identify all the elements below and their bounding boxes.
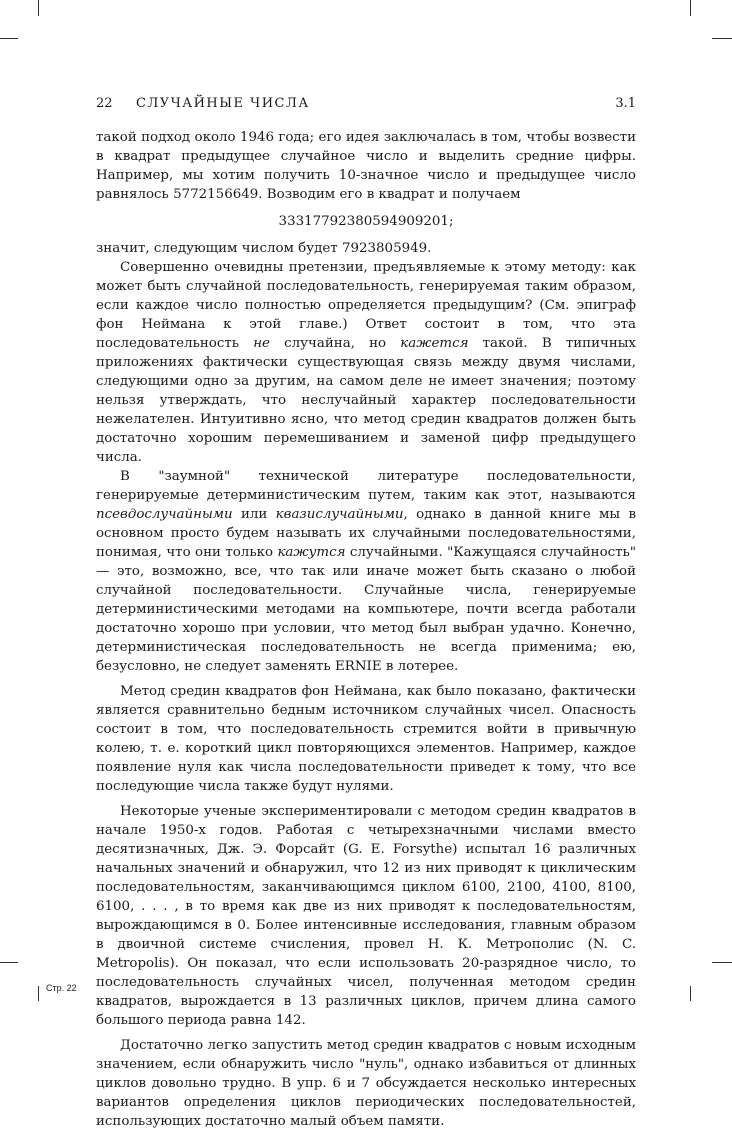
main-text: [96, 128, 636, 1131]
crop-mark-top-right-vertical: [690, 0, 691, 16]
crop-mark-top-right-horizontal: [712, 38, 732, 39]
page-number: 22: [96, 96, 113, 111]
crop-mark-top-left-horizontal: [0, 38, 18, 39]
paragraph-3: Совершенно очевидны претензии, предъявляемые к этому методу: как может быть случайной последовательность, генерируемая таким образом, если каждое число полностью определяется предыдущим? (См. эпиграф фон Неймана к этой главе.) Ответ состоит в том, что эта последовательность не случайна, но кажется такой. В типичных приложениях фактически существующая связь между двумя числами, следующими одно за другим, на самом деле не имеет значения; поэтому нельзя утверждать, что неслучайный характер последовательности нежелателен. Интуитивно ясно, что метод средин квадратов должен быть достаточно хорошим перемешиванием и заменой цифр предыдущего числа.: [96, 260, 636, 465]
paragraph-7: Достаточно легко запустить метод средин квадратов с новым исходным значением, если обнаружить число "нуль", однако избавиться от длинных циклов довольно трудно. В упр. 6 и 7 обсуждается несколько интересных вариантов определения циклов периодических последовательностей, использующих достаточно малый объем памяти.: [96, 1038, 636, 1129]
crop-mark-bottom-left-vertical: [38, 986, 39, 1001]
page-label: Стр. 22: [46, 983, 77, 993]
running-header: [96, 96, 636, 111]
crop-mark-top-left-vertical: [38, 0, 39, 16]
paragraph-5: Метод средин квадратов фон Неймана, как было показано, фактически является сравнительно бедным источником случайных чисел. Опасность состоит в том, что последовательность стремится войти в привычную колею, т. е. короткий цикл повторяющихся элементов. Например, каждое появление нуля как числа последовательности приведет к тому, что все последующие числа также будут нулями.: [96, 684, 636, 794]
crop-mark-bottom-right-horizontal: [712, 962, 732, 963]
paragraph-6: Некоторые ученые экспериментировали с методом средин квадратов в начале 1950-х годов. Работая с четырехзначными числами вместо десятизначных, Дж. Э. Форсайт (G. E. Forsythe) испытал 16 различных начальных значений и обнаружил, что 12 из них приводят к циклическим последовательностям, заканчивающимся циклом 6100, 2100, 4100, 8100, 6100, . . . , в то время как две из них приводят к последовательностям, вырождающимся в 0. Более интенсивные исследования, главным образом в двоичной системе счисления, провел Н. К. Метрополис (N. C. Metropolis). Он показал, что если использовать 20-разрядное число, то последовательность случайных чисел, полученная методом средин квадратов, вырождается в 13 различных циклов, причем длина самого большого периода равна 142.: [96, 804, 636, 1028]
paragraph-1: такой подход около 1946 года; его идея заключалась в том, чтобы возвести в квадрат предыдущее случайное число и выделить средние цифры. Например, мы хотим получить 10-значное число и предыдущее число равнялось 5772156649. Возводим его в квадрат и получаем: [96, 130, 636, 202]
crop-mark-bottom-right-vertical: [690, 986, 691, 1001]
formula: 33317792380594909201;: [278, 214, 454, 229]
crop-mark-bottom-left-horizontal: [0, 962, 18, 963]
running-title: СЛУЧАЙНЫЕ ЧИСЛА: [136, 96, 310, 111]
paragraph-4: В "заумной" технической литературе последовательности, генерируемые детерминистическим путем, таким как этот, называются псевдослучайными или квазислучайными, однако в данной книге мы в основном просто будем называть их случайными последовательностями, понимая, что они только кажутся случайными. "Кажущаяся случайность" — это, возможно, все, что так или иначе может быть сказано о любой случайной последовательности. Случайные числа, генерируемые детерминистическими методами на компьютере, почти всегда работали достаточно хорошо при условии, что метод был выбран удачно. Конечно, детерминистическая последовательность не всегда применима; ею, безусловно, не следует заменять ERNIE в лотерее.: [96, 469, 636, 674]
section-number: 3.1: [615, 96, 636, 111]
paragraph-2: значит, следующим числом будет 7923805949.: [96, 241, 432, 256]
